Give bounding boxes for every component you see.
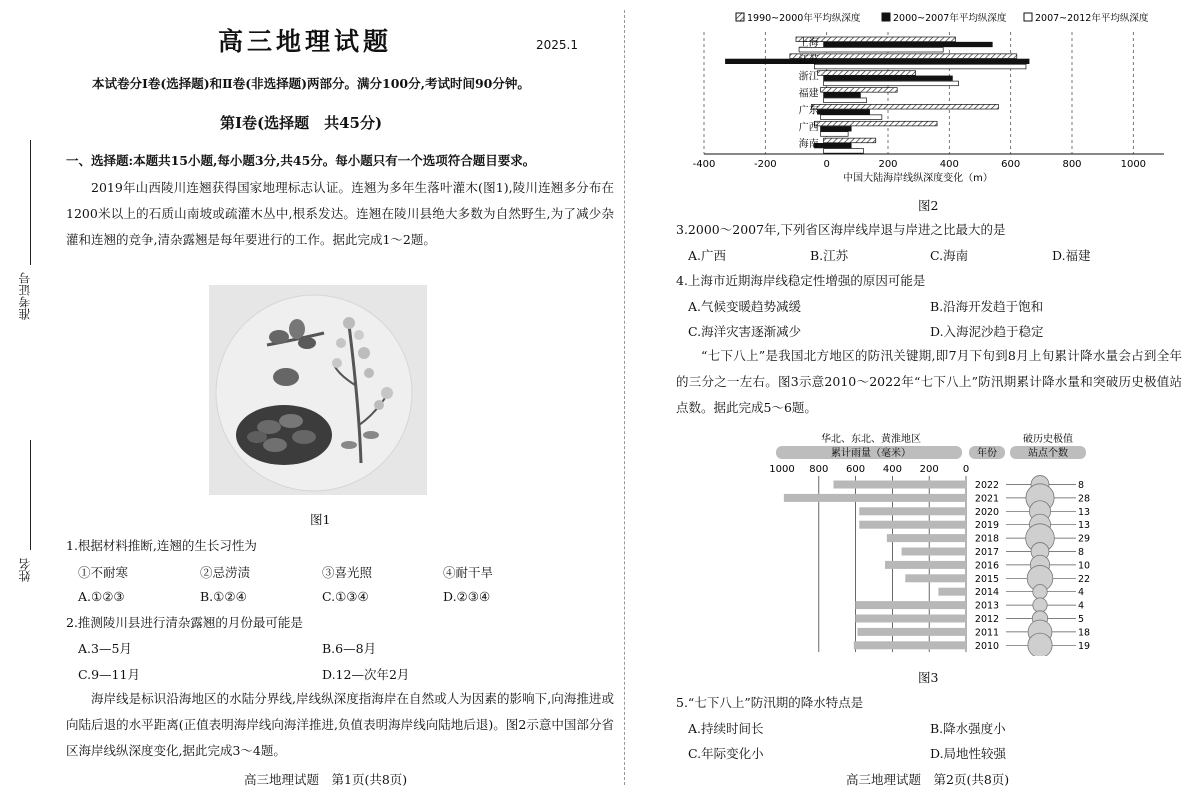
bar-海南-s3 [824,149,864,154]
sidebar-line-top [30,140,31,265]
section-title: 第Ⅰ卷(选择题 共45分) [220,114,383,132]
station-circle-2014 [1033,585,1047,599]
category-label: 浙江 [798,71,819,83]
category-label: 福建 [798,88,819,100]
station-count-label: 13 [1078,506,1091,518]
material-2: 海岸线是标识沿海地区的水陆分界线,岸线纵深度指海岸在自然或人为因素的影响下,向海推进或向陆后退的水平距离(正值表明海岸线向海洋推进,负值表明海岸线向陆地后退)。图2示意中国部分省区海岸线纵深度变化,据此完成3～4题。 [66,691,614,758]
rain-tick-label: 0 [962,464,970,475]
rain-tick-label: 600 [846,464,866,475]
legend-label-2: 2000~2007年平均纵深度 [893,13,1007,24]
rain-tick-label: 800 [809,464,829,475]
q2-option-c[interactable]: C.9—11月 [78,667,140,682]
figure-2-xlabel: 中国大陆海岸线纵深度变化（m） [843,173,993,184]
year-label: 2021 [974,493,1000,505]
rain-bar-2017 [902,548,966,556]
q5-option-a[interactable]: A.持续时间长 [688,721,764,736]
station-count-label: 18 [1078,627,1091,639]
bar-浙江-s3 [824,81,959,86]
bar-广西-s3 [821,132,849,137]
rain-bar-2012 [856,615,966,623]
x-tick-label: 1000 [1120,159,1147,170]
station-count-label: 22 [1078,573,1091,585]
station-count-label: 4 [1078,587,1085,599]
figure-2-caption: 图2 [918,198,939,213]
x-tick-label: 600 [1001,159,1021,170]
bar-福建-s1 [821,88,898,93]
q1-option-c[interactable]: C.①③④ [322,589,369,604]
year-label: 2015 [974,573,1000,585]
exam-instructions: 本试卷分Ⅰ卷(选择题)和Ⅱ卷(非选择题)两部分。满分100分,考试时间90分钟。 [92,76,530,91]
q3-option-b[interactable]: B.江苏 [810,248,849,263]
rain-bar-2022 [834,481,966,489]
fig3-right-header-2: 站点个数 [1028,448,1068,459]
year-label: 2013 [974,600,1000,612]
x-tick-label: 800 [1062,159,1082,170]
station-circle-2010 [1028,633,1052,656]
forsythia-illustration [209,285,427,495]
bar-广东-s1 [811,104,998,109]
figure-2-chart [690,8,1170,186]
station-count-label: 8 [1078,547,1085,558]
bar-广西-s1 [814,121,937,126]
rain-bar-2013 [856,601,966,609]
rain-bar-2014 [938,588,966,596]
legend-swatch-3 [1024,13,1032,21]
page-divider [624,10,625,785]
figure-1-caption: 图1 [310,512,331,527]
fig3-year-header: 年份 [977,448,997,459]
station-count-label: 4 [1078,600,1085,612]
rain-bar-2020 [859,507,966,515]
q3-option-c[interactable]: C.海南 [930,248,969,263]
rain-bar-2021 [784,494,966,502]
year-label: 2022 [974,480,1000,491]
q1-item-1: ①不耐寒 [78,565,129,580]
q2-stem: 2.推测陵川县进行清杂露翘的月份最可能是 [66,615,303,630]
station-count-label: 29 [1078,533,1091,545]
station-count-label: 19 [1078,640,1091,652]
q4-stem: 4.上海市近期海岸线稳定性增强的原因可能是 [676,273,926,288]
q3-stem: 3.2000～2007年,下列省区海岸线岸退与岸进之比最大的是 [676,222,1006,237]
page-2-footer: 高三地理试题 第2页(共8页) [846,772,1010,787]
figure-1 [209,285,427,495]
x-tick-label: -200 [753,159,777,170]
year-label: 2010 [974,640,1000,652]
figure-3-caption: 图3 [918,670,939,685]
rain-bar-2011 [857,628,966,636]
bar-上海-s3 [799,47,943,52]
bar-浙江-s2 [824,76,953,81]
fig3-right-header-1: 破历史极值 [1023,434,1073,445]
year-label: 2018 [974,533,1000,545]
q1-item-3: ③喜光照 [322,565,373,580]
material-1: 2019年山西陵川连翘获得国家地理标志认证。连翘为多年生落叶灌木(图1),陵川连翘多分布在1200米以上的石质山南坡或疏灌木丛中,根系发达。连翘在陵川县绝大多数为自然野生,为了减少杂灌和连翘的竞争,清杂露翘是每年要进行的工作。据此完成1～2题。 [66,180,614,247]
page-1-footer: 高三地理试题 第1页(共8页) [244,772,408,787]
year-label: 2016 [974,560,1000,572]
q4-option-b[interactable]: B.沿海开发趋于饱和 [930,299,1044,314]
rain-tick-label: 1000 [769,464,795,475]
rain-tick-label: 200 [919,464,939,475]
bar-江苏-s3 [814,64,1026,69]
year-label: 2014 [974,587,1000,599]
sidebar-line-middle [30,440,31,550]
q1-item-4: ④耐干旱 [443,565,494,580]
q3-option-a[interactable]: A.广西 [688,248,727,263]
year-label: 2012 [974,614,1000,625]
bar-广西-s2 [821,126,852,131]
station-count-label: 13 [1078,520,1091,532]
category-label: 江苏 [798,54,819,66]
q1-stem: 1.根据材料推断,连翘的生长习性为 [66,538,257,553]
category-label: 海南 [798,139,819,151]
q1-item-2: ②忌涝渍 [200,565,251,580]
category-label: 广西 [798,122,819,134]
bar-海南-s1 [824,138,876,143]
q1-option-a[interactable]: A.①②③ [78,589,125,604]
q5-option-c[interactable]: C.年际变化小 [688,746,764,761]
legend-swatch-2 [882,13,890,21]
year-label: 2011 [974,627,1000,639]
q4-option-a[interactable]: A.气候变暖趋势减缓 [688,299,802,314]
year-label: 2017 [974,547,1000,558]
bar-上海-s2 [824,42,993,47]
name-label: 姓名 [18,558,32,582]
x-tick-label: -400 [692,159,716,170]
q2-option-d[interactable]: D.12—次年2月 [322,667,410,682]
q1-option-d[interactable]: D.②③④ [443,589,491,604]
year-label: 2020 [974,506,1000,518]
bar-上海-s1 [796,37,955,42]
bar-广东-s2 [817,110,869,115]
station-count-label: 8 [1078,480,1085,491]
fig3-title: 华北、东北、黄淮地区 [821,434,921,445]
material-3: “七下八上”是我国北方地区的防汛关键期,即7月下旬到8月上旬累计降水量会占到全年的三分之一左右。图3示意2010～2022年“七下八上”防汛期累计降水量和突破历史极值站点数。据此完成5～6题。 [676,348,1182,415]
bar-江苏-s2 [725,59,1029,64]
legend-swatch-1 [736,13,744,21]
q3-option-d[interactable]: D.福建 [1052,248,1091,263]
station-circle-2013 [1033,598,1047,612]
bar-福建-s2 [824,93,861,98]
rain-bar-2010 [854,641,966,649]
q5-option-b[interactable]: B.降水强度小 [930,721,1006,736]
q2-option-a[interactable]: A.3—5月 [78,641,132,656]
q5-stem: 5.“七下八上”防汛期的降水特点是 [676,695,864,710]
rain-tick-label: 400 [882,464,902,475]
q2-option-b[interactable]: B.6—8月 [322,641,377,656]
station-count-label: 28 [1078,493,1091,505]
year-label: 2019 [974,520,1000,532]
legend-label-3: 2007~2012年平均纵深度 [1035,13,1149,24]
category-label: 上海 [798,38,819,49]
rain-bar-2016 [885,561,966,569]
fig3-left-header: 累计雨量（毫米） [831,448,911,459]
station-count-label: 5 [1078,614,1085,625]
rain-bar-2015 [905,574,966,582]
bar-福建-s3 [824,98,867,103]
page-title: 高三地理试题 [218,27,393,56]
x-tick-label: 0 [823,159,830,170]
figure-3-chart [764,430,1094,656]
category-label: 广东 [798,105,819,117]
q4-option-d[interactable]: D.入海泥沙趋于稳定 [930,324,1044,339]
bar-江苏-s1 [790,54,1017,59]
x-tick-label: 200 [878,159,898,170]
q5-option-d[interactable]: D.局地性较强 [930,746,1007,761]
q1-option-b[interactable]: B.①②④ [200,589,247,604]
section-description: 一、选择题:本题共15小题,每小题3分,共45分。每小题只有一个选项符合题目要求。 [66,153,536,168]
station-count-label: 10 [1078,560,1091,572]
bar-浙江-s1 [817,71,915,76]
bar-广东-s3 [821,115,882,120]
legend-label-1: 1990~2000年平均纵深度 [747,13,861,24]
rain-bar-2018 [887,534,966,542]
rain-bar-2019 [859,521,966,529]
x-tick-label: 400 [939,159,959,170]
exam-id-label: 准考证号 [18,272,32,320]
bar-海南-s2 [814,143,851,148]
q4-option-c[interactable]: C.海洋灾害逐渐减少 [688,324,802,339]
exam-date: 2025.1 [536,38,578,52]
